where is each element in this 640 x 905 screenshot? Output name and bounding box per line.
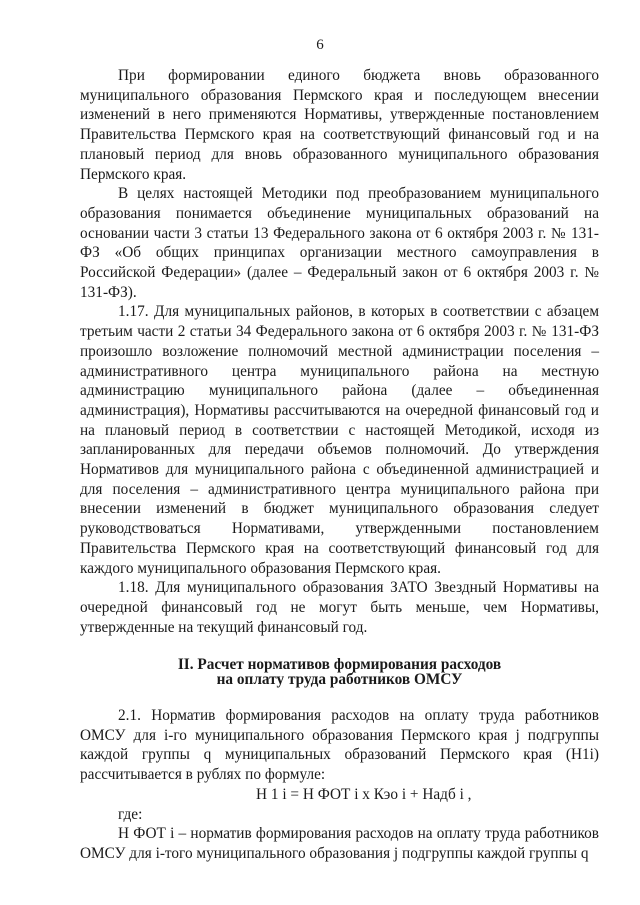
section-body <box>80 706 599 864</box>
section-heading <box>80 657 599 687</box>
paragraph-1-17: 1.17. Для муниципальных районов, в которых в соответствии с абзацем третьим части 2 статьи 34 Федерального закона от 6 октября 2003 г. № 131-ФЗ произошло возложение полномочий местной администрации поселения – административного центра муниципального района на местную администрацию муниципального района (далее – объединенная администрация), Нормативы рассчитываются на очередной финансовый год и на плановый период в соответствии с настоящей Методикой, исходя из запланированных для передачи объемов полномочий. До утверждения Нормативов для муниципального района с объединенной администрацией и для поселения – административного центра муниципального района при внесении изменений в бюджет муниципального образования следует руководствоваться Нормативами, утвержденными постановлением Правительства Пермского края на соответствующий финансовый год для каждого муниципального образования Пермского края. <box>80 303 599 577</box>
section-heading-line-1: II. Расчет нормативов формирования расходов <box>177 656 502 673</box>
section-heading-line-2: на оплату труда работников ОМСУ <box>216 671 463 688</box>
paragraph-n-fot-definition: Н ФОТ i – норматив формирования расходов на оплату труда работников ОМСУ для i-того муниципального образования j подгруппы каждой группы q <box>80 825 599 862</box>
paragraph-1-18: 1.18. Для муниципального образования ЗАТО Звездный Нормативы на очередной финансовый год не могут быть меньше, чем Нормативы, утвержденные на текущий финансовый год. <box>80 579 599 636</box>
formula: Н 1 i = Н ФОТ i х Кэо i + Надб i , <box>256 785 472 803</box>
paragraph-preobrazovanie: В целях настоящей Методики под преобразованием муниципального образования понимается объединение муниципальных образований на основании части 3 статьи 13 Федерального закона от 6 октября 2003 г. № 131-ФЗ «Об общих принципах организации местного самоуправления в Российской Федерации» (далее – Федеральный закон от 6 октября 2003 г. № 131-ФЗ). <box>80 185 599 301</box>
intro-text-block <box>80 66 599 637</box>
page-number: 6 <box>316 37 324 53</box>
paragraph-2-1: 2.1. Норматив формирования расходов на оплату труда работников ОМСУ для i-го муниципального образования Пермского края j подгруппы каждой группы q муниципальных образований Пермского края (Н1i) рассчитывается в рублях по формуле: <box>80 707 599 784</box>
paragraph-vnov-obrazovannoe: При формировании единого бюджета вновь образованного муниципального образования Пермского края и последующем внесении изменений в него применяются Нормативы, утвержденные постановлением Правительства Пермского края на соответствующий финансовый год и на плановый период для вновь образованного муниципального образования Пермского края. <box>80 67 599 183</box>
where-label: где: <box>118 805 143 823</box>
